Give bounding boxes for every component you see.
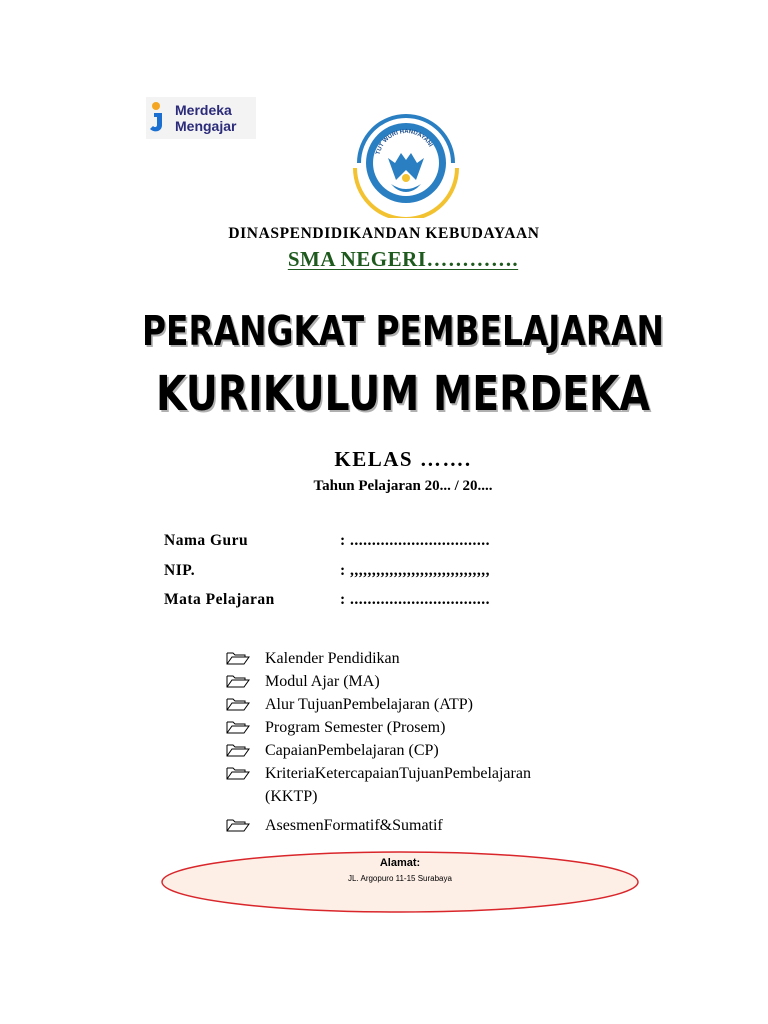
list-item [222, 647, 531, 670]
document-title-line2: KURIKULUM MERDEKA [156, 366, 650, 422]
list-item [222, 762, 531, 785]
list-item-label: Modul Ajar (MA) [265, 673, 380, 690]
subject-label: Mata Pelajaran [164, 591, 275, 608]
list-item-label: CapaianPembelajaran (CP) [265, 742, 439, 759]
teacher-name-row [164, 532, 490, 550]
subject-value: : ................................ [340, 591, 491, 608]
folder-icon [226, 766, 250, 780]
folder-icon [226, 818, 250, 832]
teacher-name-value: : ................................ [340, 532, 491, 549]
list-item-label: Program Semester (Prosem) [265, 719, 446, 736]
list-item-label: (KKTP) [265, 788, 318, 805]
list-item-label: AsesmenFormatif&Sumatif [265, 817, 443, 834]
document-checklist [222, 647, 531, 837]
list-item [222, 739, 531, 762]
subject-row [164, 591, 490, 609]
address-title: Alamat: [379, 857, 421, 869]
folder-icon [226, 674, 250, 688]
school-name [0, 247, 768, 272]
teacher-name-label: Nama Guru [164, 532, 249, 549]
list-item [222, 693, 531, 716]
list-item-continuation [222, 785, 531, 808]
nip-row [164, 562, 490, 580]
academic-year: Tahun Pelajaran 20... / 20.... [313, 478, 493, 494]
list-item-label: KriteriaKetercapaianTujuanPembelajaran [265, 765, 531, 782]
logo-line1: Merdeka [175, 102, 232, 118]
list-item-label: Kalender Pendidikan [265, 650, 400, 667]
folder-icon [226, 651, 250, 665]
list-item-label: Alur TujuanPembelajaran (ATP) [265, 696, 473, 713]
address-text: JL. Argopuro 11-15 Surabaya [348, 874, 452, 883]
agency-name: DINASPENDIDIKANDAN KEBUDAYAAN [228, 225, 540, 242]
logo-line2: Mengajar [175, 118, 237, 134]
nip-value: : ,,,,,,,,,,,,,,,,,,,,,,,,,,,,,,,, [340, 562, 491, 579]
nip-label: NIP. [164, 562, 196, 579]
folder-icon [226, 743, 250, 757]
list-item [222, 670, 531, 693]
merdeka-mengajar-icon [148, 101, 174, 135]
merdeka-mengajar-logo [146, 97, 256, 139]
class-label: KELAS ……. [334, 447, 472, 471]
school-name-text: SMA NEGERI…………. [287, 247, 519, 271]
document-title-line1: PERANGKAT PEMBELAJARAN [142, 307, 664, 355]
list-item [222, 716, 531, 739]
emblem-motto: TUT WURI HANDAYANI [375, 128, 434, 156]
tut-wuri-handayani-emblem [345, 108, 467, 218]
folder-icon [226, 720, 250, 734]
folder-icon [226, 697, 250, 711]
list-item [222, 814, 531, 837]
